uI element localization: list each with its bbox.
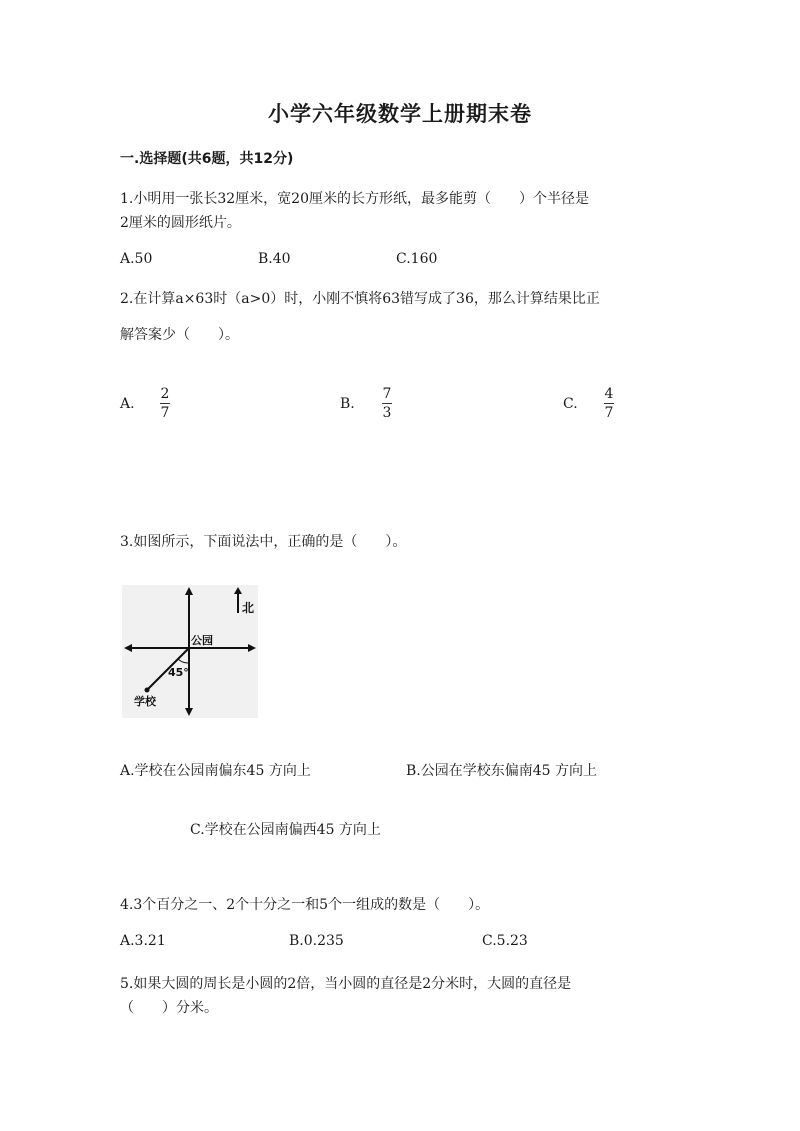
- q1-option-a: A.50: [120, 251, 153, 267]
- north-label: 北: [242, 601, 255, 615]
- question-1-line1: 1.小明用一张长32厘米，宽20厘米的长方形纸，最多能剪（ ）个半径是: [120, 191, 589, 207]
- q4-option-a: A.3.21: [120, 933, 166, 949]
- q4-option-c: C.5.23: [482, 933, 528, 949]
- direction-figure: [122, 585, 258, 718]
- q2-option-b-fraction: [382, 386, 392, 421]
- q1-option-c: C.160: [396, 251, 438, 267]
- question-1-line2: 2厘米的圆形纸片。: [120, 215, 241, 231]
- fraction-bar: [382, 403, 392, 404]
- fraction-denominator: 3: [382, 405, 392, 421]
- park-label: 公园: [191, 634, 213, 647]
- fraction-denominator: 7: [160, 405, 170, 421]
- question-1: [120, 187, 680, 235]
- question-4: 4.3个百分之一、2个十分之一和5个一组成的数是（ ）。: [120, 897, 490, 913]
- page-title: 小学六年级数学上册期末卷: [268, 102, 532, 126]
- school-label: 学校: [134, 695, 156, 708]
- q2-option-a-label: A.: [120, 396, 135, 412]
- angle-label: 45°: [168, 666, 189, 679]
- question-2-line2: 解答案少（ ）。: [120, 327, 239, 343]
- fraction-bar: [604, 403, 614, 404]
- q2-option-a-fraction: [160, 386, 170, 421]
- q2-option-c-fraction: [604, 386, 614, 421]
- question-5-line2: （ ）分米。: [120, 1000, 218, 1016]
- q2-option-b-label: B.: [340, 396, 355, 412]
- section-heading: 一.选择题(共6题，共12分): [120, 151, 294, 167]
- fraction-numerator: 7: [382, 386, 392, 402]
- q4-option-b: B.0.235: [289, 933, 344, 949]
- q3-option-c: C.学校在公园南偏西45 方向上: [190, 822, 381, 838]
- fraction-bar: [160, 403, 170, 404]
- question-5-line1: 5.如果大圆的周长是小圆的2倍，当小圆的直径是2分米时，大圆的直径是: [120, 976, 572, 992]
- q2-option-c-label: C.: [563, 396, 578, 412]
- fraction-numerator: 4: [604, 386, 614, 402]
- fraction-denominator: 7: [604, 405, 614, 421]
- question-5: [120, 972, 680, 1020]
- q1-option-b: B.40: [258, 251, 291, 267]
- q3-option-a: A.学校在公园南偏东45 方向上: [120, 763, 311, 779]
- compass-diagram: [122, 585, 258, 718]
- question-2-line1: 2.在计算a×63时（a>0）时，小刚不慎将63错写成了36，那么计算结果比正: [120, 291, 600, 307]
- question-3: 3.如图所示，下面说法中，正确的是（ ）。: [120, 534, 407, 550]
- fraction-numerator: 2: [160, 386, 170, 402]
- q3-option-b: B.公园在学校东偏南45 方向上: [406, 763, 598, 779]
